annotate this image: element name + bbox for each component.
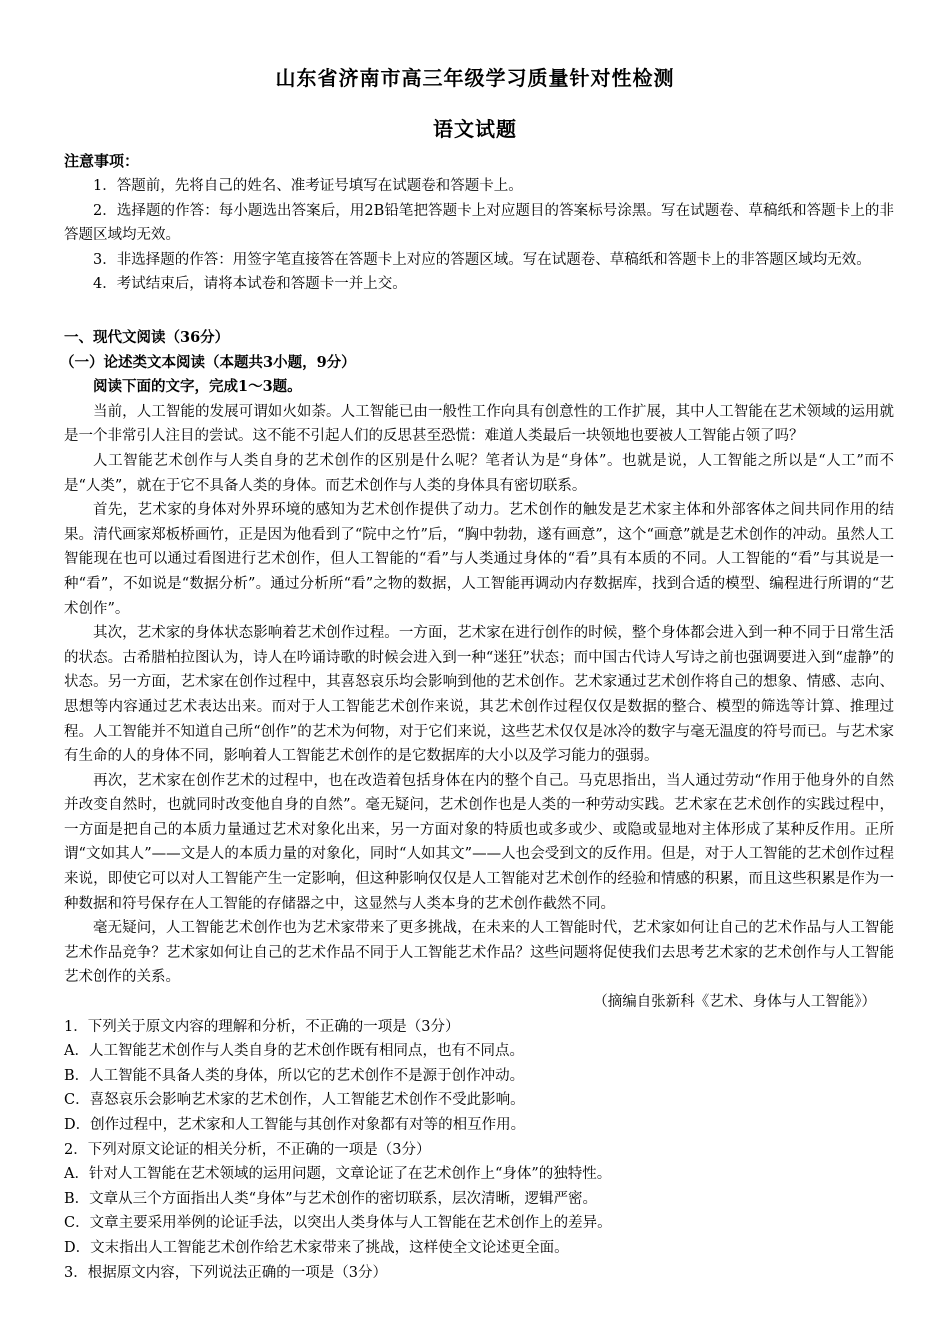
question-stem: 3．根据原文内容，下列说法正确的一项是（3分） bbox=[64, 1264, 387, 1281]
passage-paragraph: 首先，艺术家的身体对外界环境的感知为艺术创作提供了动力。艺术创作的触发是艺术家主体和外部客体之间共同作用的结果。清代画家郑板桥画竹，正是因为他看到了“院中之竹”后，“胸中勃勃，遂有画意”，这个“画意”就是艺术创作的冲动。虽然人工智能现在也可以通过看图进行艺术创作，但人工智能的“看”与人类通过身体的“看”具有本质的不同。人工智能的“看”与其说是一种“看”，不如说是“数据分析”。通过分析所“看”之物的数据，人工智能再调动内存数据库，找到合适的模型、编程进行所谓的“艺术创作”。 bbox=[64, 502, 894, 617]
notice-list bbox=[64, 174, 894, 297]
passage-paragraph: 再次，艺术家在创作艺术的过程中，也在改造着包括身体在内的整个自己。马克思指出，当人通过劳动“作用于他身外的自然并改变自然时，也就同时改变他自身的自然”。毫无疑问，艺术创作也是人类的一种劳动实践。艺术家在艺术创作的实践过程中，一方面是把自己的本质力量通过艺术对象化出来，另一方面对象的特质也或多或少、或隐或显地对主体形成了某种反作用。正所谓“文如其人”——文是人的本质力量的对象化，同时“人如其文”——人也会受到文的反作用。但是，对于人工智能的艺术创作过程来说，即使它可以对人工智能产生一定影响，但这种影响仅仅是人工智能对艺术创作的经验和情感的积累，而且这些积累是作为一种数据和符号保存在人工智能的存储器之中，这显然与人类本身的艺术创作截然不同。 bbox=[64, 772, 894, 912]
question-stem: 2．下列对原文论证的相关分析，不正确的一项是（3分） bbox=[64, 1141, 431, 1158]
question-option: B．人工智能不具备人类的身体，所以它的艺术创作不是源于创作冲动。 bbox=[64, 1067, 525, 1084]
exam-title: 山东省济南市高三年级学习质量针对性检测 bbox=[275, 66, 675, 90]
question-option: A．针对人工智能在艺术领域的运用问题，文章论证了在艺术创作上“身体”的独特性。 bbox=[64, 1166, 612, 1183]
question-option: D．创作过程中，艺术家和人工智能与其创作对象都有对等的相互作用。 bbox=[64, 1117, 526, 1133]
passage-paragraph: 其次，艺术家的身体状态影响着艺术创作过程。一方面，艺术家在进行创作的时候，整个身体都会进入到一种不同于日常生活的状态。古希腊柏拉图认为，诗人在吟诵诗歌的时候会进入到一种“迷狂”状态；而中国古代诗人写诗之前也强调要进入到“虚静”的状态。另一方面，艺术家在创作过程中，其喜怒哀乐均会影响到他的艺术创作。艺术家通过艺术创作将自己的想象、情感、志向、思想等内容通过艺术表达出来。而对于人工智能艺术创作来说，其艺术创作过程仅仅是数据的整合、模型的筛选等计算、推理过程。人工智能并不知道自己所“创作”的艺术为何物，对于它们来说，这些艺术仅仅是冰冷的数字与毫无温度的符号而已。与艺术家有生命的人的身体不同，影响着人工智能艺术创作的是它数据库的大小以及学习能力的强弱。 bbox=[64, 625, 894, 765]
section-subheading: （一）论述类文本阅读（本题共3小题，9分） bbox=[60, 353, 356, 371]
notice-item: 2．选择题的作答：每小题选出答案后，用2B铅笔把答题卡上对应题目的答案标号涂黑。写在试题卷、草稿纸和答题卡上的非答题区域均无效。 bbox=[64, 202, 894, 244]
question-option: B．文章从三个方面指出人类“身体”与艺术创作的密切联系，层次清晰，逻辑严密。 bbox=[64, 1190, 597, 1207]
question-option: A．人工智能艺术创作与人类自身的艺术创作既有相同点，也有不同点。 bbox=[64, 1043, 524, 1060]
section-heading: 一、现代文阅读（36分） bbox=[64, 329, 230, 346]
question-stem: 1．下列关于原文内容的理解和分析，不正确的一项是（3分） bbox=[64, 1018, 460, 1035]
question-option: C．文章主要采用举例的论证手法，以突出人类身体与人工智能在艺术创作上的差异。 bbox=[64, 1215, 612, 1232]
question-option: C．喜怒哀乐会影响艺术家的艺术创作，人工智能艺术创作不受此影响。 bbox=[64, 1092, 525, 1109]
notice-item: 4．考试结束后，请将本试卷和答题卡一并上交。 bbox=[93, 276, 407, 293]
notice-item: 1．答题前，先将自己的姓名、准考证号填写在试题卷和答题卡上。 bbox=[93, 178, 523, 194]
question-option: D．文末指出人工智能艺术创作给艺术家带来了挑战，这样使全文论述更全面。 bbox=[64, 1239, 569, 1256]
reading-section bbox=[60, 326, 894, 1285]
exam-subtitle: 语文试题 bbox=[433, 117, 517, 141]
passage-paragraph: 当前，人工智能的发展可谓如火如荼。人工智能已由一般性工作向具有创意性的工作扩展，其中人工智能在艺术领域的运用就是一个非常引人注目的尝试。这不能不引起人们的反思甚至恐慌：难道人类最后一块领地也要被人工智能占领了吗？ bbox=[64, 403, 894, 445]
passage-paragraph: 毫无疑问，人工智能艺术创作也为艺术家带来了更多挑战，在未来的人工智能时代，艺术家如何让自己的艺术作品与人工智能艺术作品竞争？艺术家如何让自己的艺术作品不同于人工智能艺术作品？这些问题将促使我们去思考艺术家的艺术创作与人工智能艺术创作的关系。 bbox=[64, 920, 894, 986]
notice-heading: 注意事项： bbox=[64, 152, 140, 170]
passage-source: （摘编自张新科《艺术、身体与人工智能》） bbox=[593, 994, 876, 1011]
section-instruction: 阅读下面的文字，完成1～3题。 bbox=[93, 378, 302, 396]
passage-paragraph: 人工智能艺术创作与人类自身的艺术创作的区别是什么呢？笔者认为是“身体”。也就是说，人工智能之所以是“人工”而不是“人类”，就在于它不具备人类的身体。而艺术创作与人类的身体具有密切联系。 bbox=[64, 452, 894, 494]
notice-item: 3．非选择题的作答：用签字笔直接答在答题卡上对应的答题区域。写在试题卷、草稿纸和答题卡上的非答题区域均无效。 bbox=[93, 251, 871, 268]
